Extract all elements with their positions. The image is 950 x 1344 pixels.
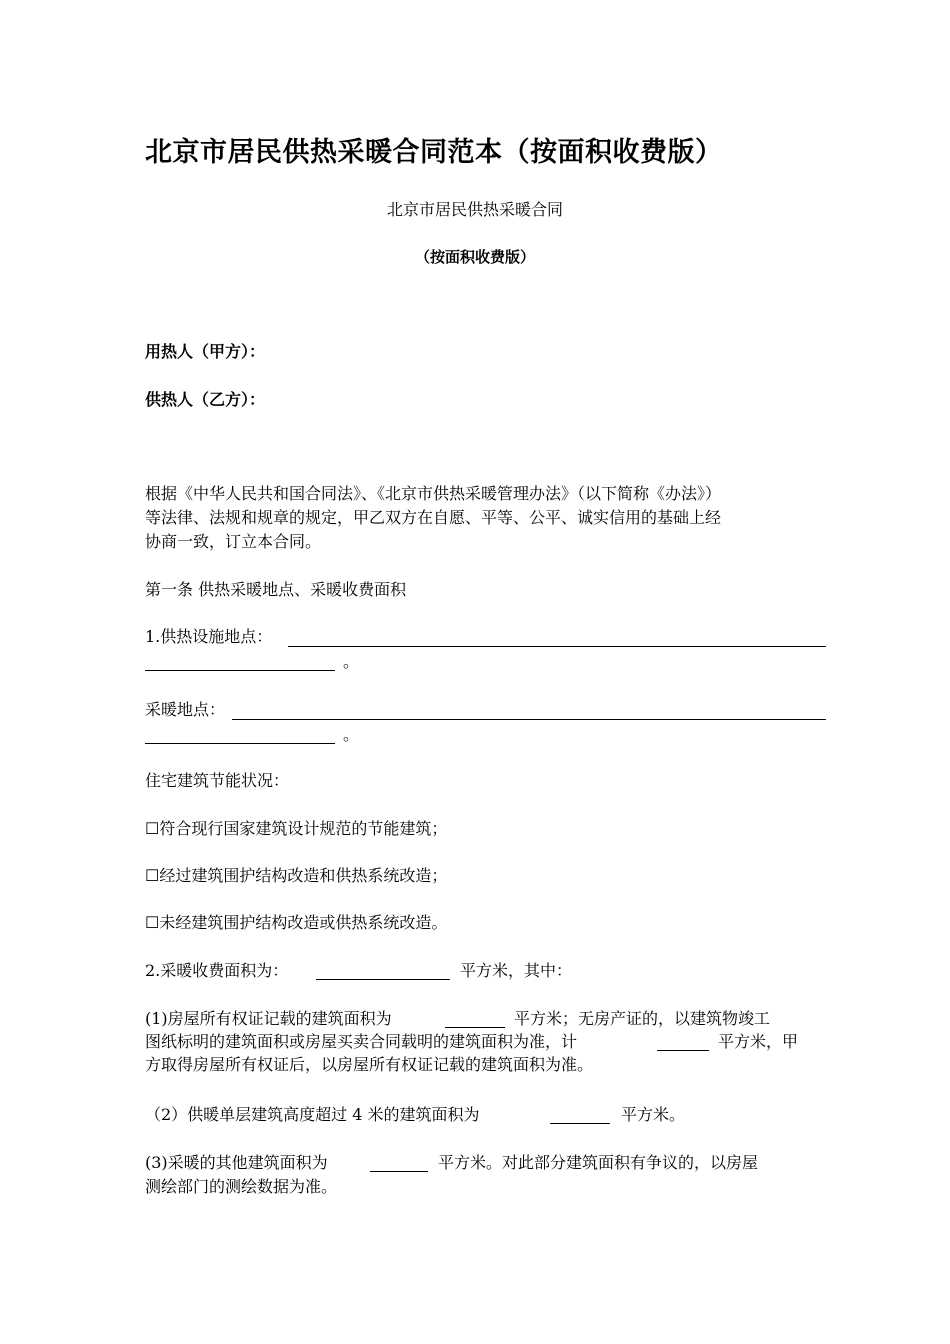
contract-subtitle: 北京市居民供热采暖合同 (386, 200, 563, 219)
sub2-suffix: 平方米。 (621, 1105, 686, 1124)
sub3-line-1a: (3)采暖的其他建筑面积为 (145, 1153, 328, 1172)
sub2-text: （2）供暖单层建筑高度超过 4 米的建筑面积为 (145, 1105, 480, 1124)
intro-line-3: 协商一致，订立本合同。 (145, 532, 322, 551)
energy-option-2[interactable]: ☐经过建筑围护结构改造和供热系统改造； (145, 866, 448, 885)
heating-area-label: 2.采暖收费面积为： (145, 961, 289, 980)
facility-location-blank-2[interactable] (145, 670, 335, 671)
party-a-label: 用热人（甲方）： (145, 342, 266, 361)
heating-area-blank[interactable] (316, 979, 450, 980)
heating-site-end: 。 (343, 725, 360, 744)
contract-edition: （按面积收费版） (414, 248, 535, 266)
document-title: 北京市居民供热采暖合同范本（按面积收费版） (145, 137, 723, 168)
sub1-area-blank[interactable] (445, 1027, 505, 1028)
sub3-line-2: 测绘部门的测绘数据为准。 (145, 1177, 338, 1196)
sub1-line-3: 方取得房屋所有权证后，以房屋所有权证记载的建筑面积为准。 (145, 1055, 594, 1074)
sub2-area-blank[interactable] (550, 1123, 610, 1124)
sub3-area-blank[interactable] (370, 1171, 428, 1172)
heating-site-blank-2[interactable] (145, 743, 335, 744)
intro-line-1: 根据《中华人民共和国合同法》、《北京市供热采暖管理办法》（以下简称《办法》） (145, 484, 722, 503)
sub1-line-2a: 图纸标明的建筑面积或房屋买卖合同载明的建筑面积为准，计 (145, 1032, 578, 1051)
energy-status-label: 住宅建筑节能状况： (145, 771, 290, 790)
energy-option-1[interactable]: ☐符合现行国家建筑设计规范的节能建筑； (145, 819, 448, 838)
party-b-label: 供热人（乙方）： (145, 390, 266, 409)
heating-site-label: 采暖地点： (145, 700, 226, 719)
article-1-heading: 第一条 供热采暖地点、采暖收费面积 (145, 580, 407, 599)
sub3-line-1b: 平方米。对此部分建筑面积有争议的，以房屋 (438, 1153, 759, 1172)
facility-location-blank[interactable] (288, 646, 826, 647)
intro-line-2: 等法律、法规和规章的规定，甲乙双方在自愿、平等、公平、诚实信用的基础上经 (145, 508, 722, 527)
heating-site-blank[interactable] (232, 719, 826, 720)
sub1-line-1b: 平方米；无房产证的，以建筑物竣工 (514, 1009, 771, 1028)
sub1-contract-area-blank[interactable] (657, 1050, 709, 1051)
energy-option-3[interactable]: ☐未经建筑围护结构改造或供热系统改造。 (145, 913, 448, 932)
sub1-line-1a: (1)房屋所有权证记载的建筑面积为 (145, 1009, 392, 1028)
facility-location-end: 。 (343, 652, 360, 671)
facility-location-label: 1.供热设施地点： (145, 627, 273, 646)
heating-area-suffix: 平方米，其中： (460, 961, 573, 980)
sub1-line-2b: 平方米，甲 (718, 1032, 799, 1051)
